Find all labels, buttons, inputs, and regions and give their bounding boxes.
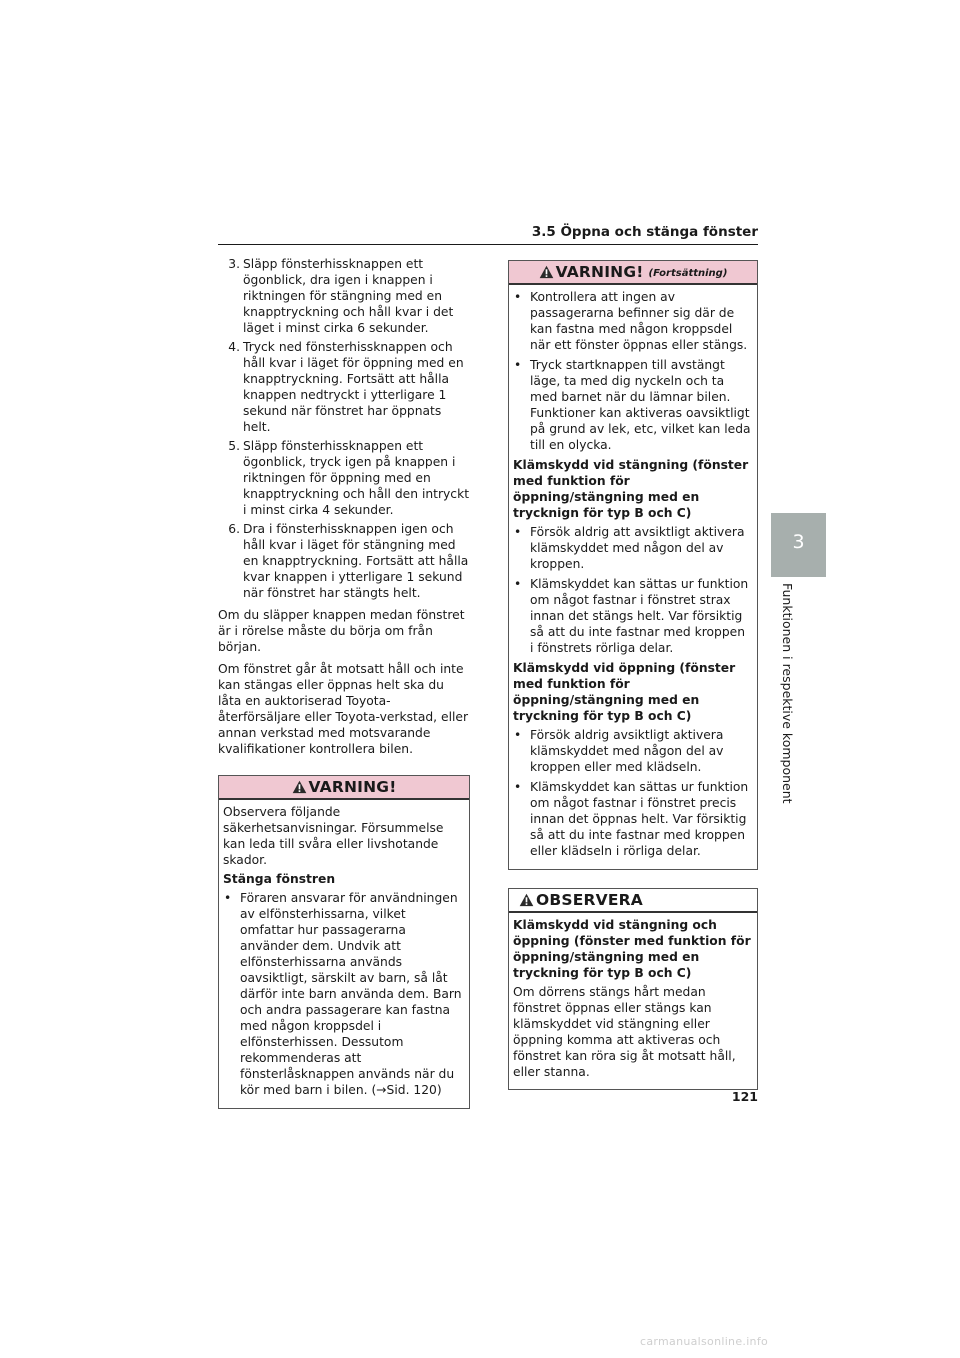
- section-title: 3.5 Öppna och stänga fönster: [531, 224, 758, 240]
- step-number: 5.: [228, 439, 240, 453]
- warning-subhead: Stänga fönstren: [223, 872, 336, 886]
- bullet-text: Klämskyddet kan sättas ur funktion om något fastnar i fönstret precis innan det öppnas helt. Var försiktig så att du inte fastnar med kroppen eller klädseln i rörliga delar.: [530, 780, 749, 858]
- bullet-text: Kontrollera att ingen av passagerarna befinner sig där de kan fastna med någon kroppsdel när ett fönster öppnas eller stängs.: [530, 290, 748, 352]
- warning-header: [219, 776, 469, 800]
- bullet-dot-icon: •: [514, 780, 522, 794]
- continued-label: (Fortsättning): [648, 267, 728, 279]
- watermark: carmanualsonline.info: [640, 1335, 769, 1348]
- chapter-number: 3: [792, 531, 805, 553]
- warning-subhead: Klämskydd vid öppning (fönster med funktion för öppning/stängning med en tryckning för typ B och C): [513, 661, 736, 723]
- warning-title: VARNING!: [308, 778, 397, 796]
- list-item: [218, 339, 470, 435]
- notice-subhead: Klämskydd vid stängning och öppning (fönster med funktion för öppning/stängning med en tryckning för typ B och C): [513, 918, 751, 980]
- list-item: [218, 521, 470, 601]
- warning-triangle-icon: [539, 265, 554, 279]
- step-text: Släpp fönsterhissknappen ett ögonblick, tryck igen på knappen i riktningen för öppning med en knapptryckning och håll den intryckt i minst cirka 4 sekunder.: [243, 439, 470, 517]
- notice-header: [509, 889, 757, 913]
- list-item: [513, 357, 751, 453]
- left-column: [218, 256, 470, 1109]
- bullet-text: Tryck startknappen till avstängt läge, ta med dig nyckeln och ta med barnet när du lämnar bilen. Funktioner kan aktiveras oavsiktligt på grund av lek, etc, vilket kan leda till en olycka.: [530, 358, 751, 452]
- notice-box: [508, 888, 758, 1090]
- warning-bullets: [513, 524, 751, 656]
- notice-triangle-icon: [519, 893, 534, 907]
- page-header: [218, 222, 758, 245]
- bullet-text: Klämskyddet kan sättas ur funktion om något fastnar i fönstret strax innan det stängs helt. Var försiktig så att du inte fastnar med kroppen i fönstrets rörliga delar.: [530, 577, 749, 655]
- right-column: [508, 260, 758, 1090]
- warning-box: [218, 775, 470, 1109]
- bullet-dot-icon: •: [514, 728, 522, 742]
- list-item: [513, 524, 751, 572]
- step-text: Tryck ned fönsterhissknappen och håll kvar i läget för öppning med en knapptryckning. Fortsätt att hålla knappen nedtryckt i ytterligare 1 sekund när fönstret har öppnats helt.: [243, 340, 464, 434]
- warning-body: [509, 285, 757, 869]
- bullet-dot-icon: •: [224, 891, 232, 905]
- warning-bullets: [513, 289, 751, 453]
- list-item: [513, 576, 751, 656]
- page-number: 121: [731, 1089, 758, 1104]
- list-item: [223, 890, 463, 1098]
- paragraph: Om fönstret går åt motsatt håll och inte kan stängas eller öppnas helt ska du låta en auktoriserad Toyota-återförsäljare eller Toyota-verkstad, eller annan verkstad med motsvarande kvalifikationer kontrollera bilen.: [218, 662, 469, 756]
- warning-triangle-icon: [292, 780, 307, 794]
- steps-list: [218, 256, 470, 601]
- warning-bullets: [513, 727, 751, 859]
- paragraph: Om du släpper knappen medan fönstret är i rörelse måste du börja om från början.: [218, 608, 465, 654]
- warning-intro: Observera följande säkerhetsanvisningar. Försummelse kan leda till svåra eller livshotande skador.: [223, 805, 444, 867]
- warning-header: [509, 261, 757, 285]
- step-text: Släpp fönsterhissknappen ett ögonblick, dra igen i knappen i riktningen för stängning med en knapptryckning och håll kvar i det läget i minst cirka 6 sekunder.: [243, 257, 454, 335]
- warning-subhead: Klämskydd vid stängning (fönster med funktion för öppning/stängning med en trycknign för typ B och C): [513, 458, 749, 520]
- bullet-text: Försök aldrig att avsiktligt aktivera klämskyddet med någon del av kroppen.: [530, 525, 745, 571]
- bullet-text: Försök aldrig avsiktligt aktivera klämskyddet med någon del av kroppen eller med klädseln.: [530, 728, 724, 774]
- bullet-dot-icon: •: [514, 358, 522, 372]
- list-item: [218, 438, 470, 518]
- warning-title: VARNING!: [555, 263, 644, 281]
- chapter-tab: [771, 513, 826, 577]
- list-item: [513, 779, 751, 859]
- bullet-dot-icon: •: [514, 290, 522, 304]
- list-item: [513, 289, 751, 353]
- bullet-dot-icon: •: [514, 525, 522, 539]
- chapter-label: Funktionen i respektive komponent: [780, 583, 795, 804]
- warning-box-continued: [508, 260, 758, 870]
- step-number: 3.: [228, 257, 240, 271]
- notice-text: Om dörrens stängs hårt medan fönstret öppnas eller stängs kan klämskyddet vid stängning eller öppning komma att aktiveras och fönstret kan röra sig åt motsatt håll, eller stanna.: [513, 985, 736, 1079]
- notice-body: [509, 913, 757, 1089]
- step-number: 4.: [228, 340, 240, 354]
- list-item: [513, 727, 751, 775]
- warning-bullets: [223, 890, 463, 1098]
- warning-body: [219, 800, 469, 1108]
- step-text: Dra i fönsterhissknappen igen och håll kvar i läget för stängning med en knapptryckning. Fortsätt att hålla kvar knappen i ytterligare 1 sekund när fönstret har stängts helt.: [243, 522, 469, 600]
- bullet-text: Föraren ansvarar för användningen av elfönsterhissarna, vilket omfattar hur passagerarna använder dem. Undvik att elfönsterhissarna används oavsiktligt, särskilt av barn, så låt därför inte barn använda dem. Barn och andra passagerare kan fastna med någon kroppsdel i elfönsterhissen. Dessutom rekommenderas att fönsterlåsknappen används när du kör med barn i bilen. (→Sid. 120): [240, 891, 462, 1097]
- bullet-dot-icon: •: [514, 577, 522, 591]
- list-item: [218, 256, 470, 336]
- step-number: 6.: [228, 522, 240, 536]
- notice-title: OBSERVERA: [536, 891, 643, 909]
